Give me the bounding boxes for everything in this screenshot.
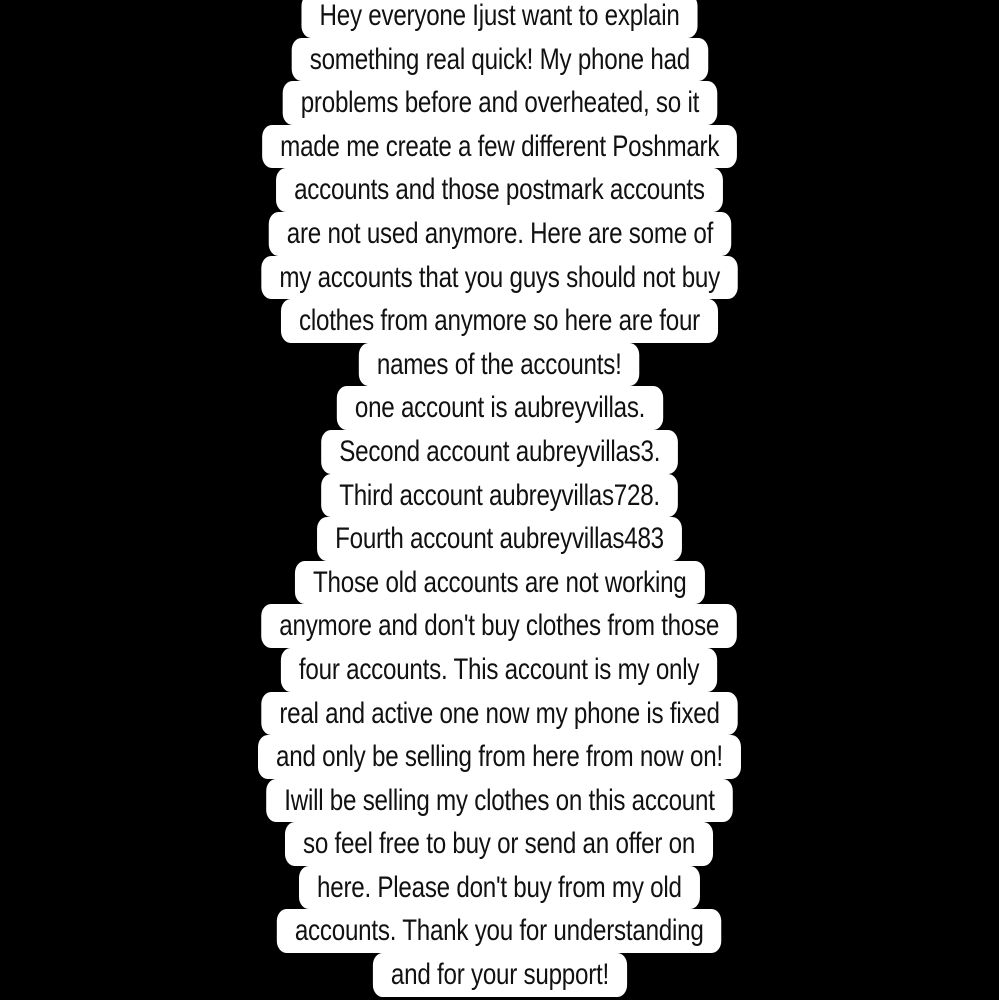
story-text-line: my accounts that you guys should not buy <box>261 256 738 300</box>
story-text-line: Third account aubreyvillas728. <box>321 474 678 518</box>
story-text-line: Those old accounts are not working <box>295 561 705 605</box>
story-text-line: Hey everyone Ijust want to explain <box>301 0 697 38</box>
story-text-line: are not used anymore. Here are some of <box>268 212 730 256</box>
story-text-line: and only be selling from here from now on! <box>258 735 741 779</box>
story-text-line: made me create a few different Poshmark <box>262 125 737 169</box>
story-text-line: clothes from anymore so here are four <box>281 299 718 343</box>
story-text-line: and for your support! <box>372 953 626 997</box>
story-text-line: accounts and those postmark accounts <box>276 168 723 212</box>
story-text-line: something real quick! My phone had <box>291 38 707 82</box>
story-text-line: names of the accounts! <box>359 343 640 387</box>
story-text-line: four accounts. This account is my only <box>281 648 717 692</box>
story-text-line: one account is aubreyvillas. <box>336 386 662 430</box>
story-text-line: Second account aubreyvillas3. <box>321 430 678 474</box>
story-text-line: real and active one now my phone is fixed <box>261 692 737 736</box>
story-text-line: here. Please don't buy from my old <box>299 866 700 910</box>
story-text-line: so feel free to buy or send an offer on <box>285 822 713 866</box>
story-text-line: problems before and overheated, so it <box>282 81 716 125</box>
story-text-line: Fourth account aubreyvillas483 <box>317 517 682 561</box>
story-text-line: accounts. Thank you for understanding <box>277 909 722 953</box>
story-text-line: anymore and don't buy clothes from those <box>262 604 738 648</box>
story-text-line: Iwill be selling my clothes on this account <box>266 779 733 823</box>
